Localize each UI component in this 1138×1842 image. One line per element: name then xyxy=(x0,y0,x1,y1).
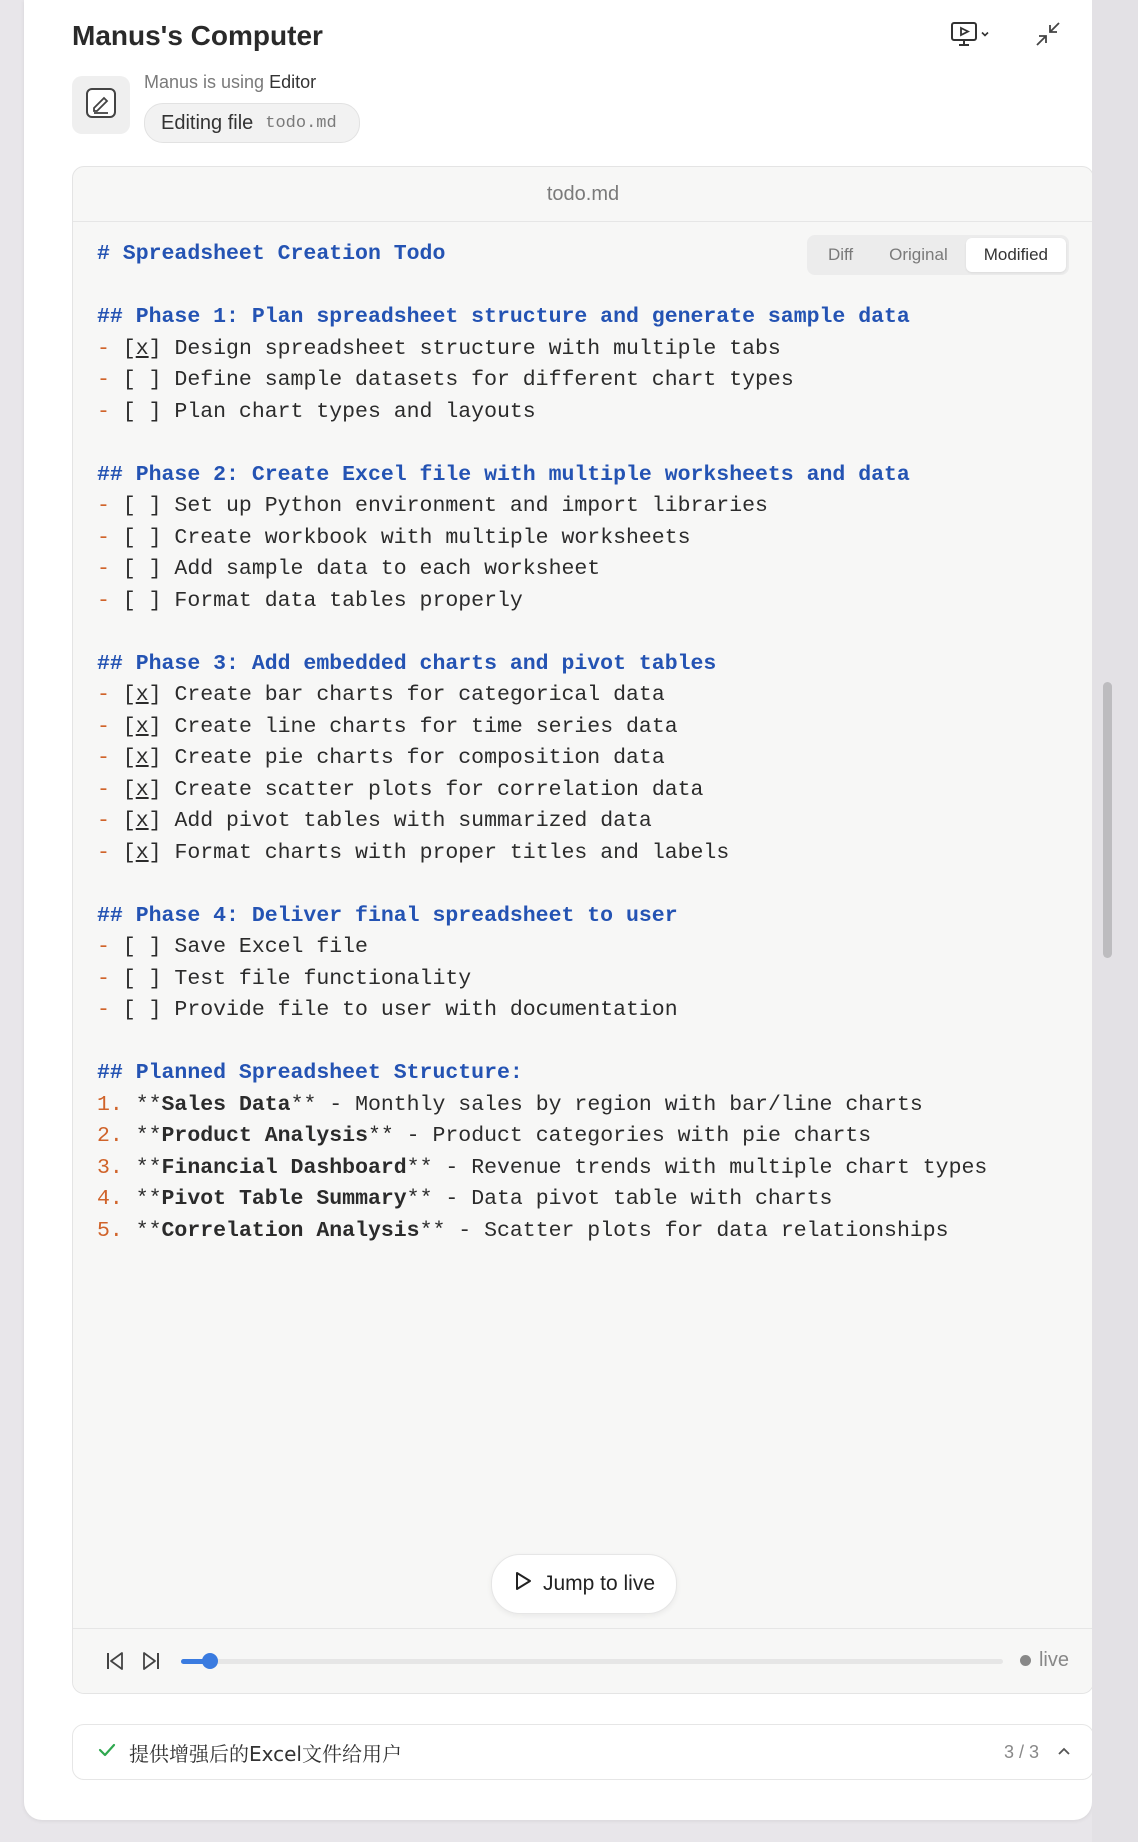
jump-to-live-label: Jump to live xyxy=(542,1572,656,1595)
tool-status xyxy=(144,72,316,93)
blank-line xyxy=(97,617,1069,649)
task-item: - [x] Create line charts for time series data xyxy=(97,714,678,739)
computer-panel xyxy=(24,0,1092,1820)
task-item: - [ ] Format data tables properly xyxy=(97,588,523,613)
task-item: - [ ] Create workbook with multiple worksheets xyxy=(97,525,691,550)
task-item: - [ ] Provide file to user with documentation xyxy=(97,998,678,1022)
task-count: 3 / 3 xyxy=(1003,1741,1039,1762)
task-item: - [ ] Define sample datasets for different chart types xyxy=(97,368,794,392)
minimize-button[interactable] xyxy=(1032,20,1064,52)
structure-item: 3. **Financial Dashboard** - Revenue trends with multiple chart types xyxy=(97,1155,988,1180)
phase-heading: ## Phase 3: Add embedded charts and pivot tables xyxy=(97,651,717,676)
task-item: - [x] Create scatter plots for correlation data xyxy=(97,777,704,802)
tool-status-prefix: Manus is using xyxy=(144,72,265,92)
structure-item: 4. **Pivot Table Summary** - Data pivot table with charts xyxy=(97,1187,833,1211)
editor-tool-icon-box xyxy=(72,76,130,134)
doc-title: # Spreadsheet Creation Todo xyxy=(97,242,446,266)
current-task-bar[interactable] xyxy=(72,1724,1094,1780)
task-text: 提供增强后的Excel文件给用户 xyxy=(129,1741,402,1766)
collapse-arrows-icon xyxy=(1034,20,1062,53)
task-item: - [ ] Test file functionality xyxy=(97,966,472,991)
skip-forward-icon[interactable] xyxy=(139,1649,163,1673)
view-mode-modified[interactable]: Modified xyxy=(966,238,1066,272)
monitor-play-icon xyxy=(949,19,979,54)
structure-heading: ## Planned Spreadsheet Structure: xyxy=(97,1061,523,1085)
live-indicator[interactable] xyxy=(1020,1649,1069,1672)
live-dot-icon xyxy=(1020,1655,1031,1666)
progress-handle[interactable] xyxy=(202,1653,218,1669)
task-item: - [ ] Set up Python environment and import libraries xyxy=(97,494,768,518)
task-item: - [ ] Save Excel file xyxy=(97,935,368,959)
view-mode-diff[interactable]: Diff xyxy=(827,245,854,264)
task-item: - [ ] Plan chart types and layouts xyxy=(97,399,536,424)
task-item: - [x] Create pie charts for composition data xyxy=(97,746,665,770)
file-action-pill xyxy=(144,103,360,143)
task-item: - [x] Format charts with proper titles and labels xyxy=(97,840,730,865)
progress-track[interactable] xyxy=(181,1659,1003,1664)
markdown-content[interactable] xyxy=(97,239,1069,1247)
background-gutter xyxy=(1092,0,1138,1842)
task-item: - [ ] Add sample data to each worksheet xyxy=(97,557,601,581)
panel-title: Manus's Computer xyxy=(72,20,323,51)
blank-line xyxy=(97,1027,1069,1059)
editor-window xyxy=(72,166,1094,1694)
jump-to-live-button[interactable] xyxy=(491,1554,677,1614)
file-name: todo.md xyxy=(265,113,337,133)
blank-line xyxy=(97,428,1069,460)
editor-file-tab: todo.md xyxy=(73,167,1093,222)
blank-line xyxy=(97,271,1069,303)
tool-name: Editor xyxy=(269,72,317,92)
phase-heading: ## Phase 4: Deliver final spreadsheet to user xyxy=(97,903,678,928)
skip-back-icon[interactable] xyxy=(103,1649,127,1673)
task-item: - [x] Design spreadsheet structure with multiple tabs xyxy=(97,336,781,361)
live-label: live xyxy=(1038,1649,1069,1671)
view-mode-original[interactable]: Original xyxy=(889,245,948,264)
phase-heading: ## Phase 1: Plan spreadsheet structure and generate sample data xyxy=(97,305,910,329)
phase-heading: ## Phase 2: Create Excel file with multiple worksheets and data xyxy=(97,462,910,487)
chevron-up-icon[interactable] xyxy=(1055,1743,1073,1766)
scrollbar-thumb[interactable] xyxy=(1103,682,1112,958)
structure-item: 1. **Sales Data** - Monthly sales by region with bar/line charts xyxy=(97,1092,923,1117)
task-item: - [x] Add pivot tables with summarized data xyxy=(97,809,652,833)
structure-item: 5. **Correlation Analysis** - Scatter plots for data relationships xyxy=(97,1218,949,1243)
task-item: - [x] Create bar charts for categorical data xyxy=(97,683,665,707)
playback-bar xyxy=(73,1628,1093,1694)
check-icon xyxy=(97,1740,117,1765)
edit-icon xyxy=(84,86,118,125)
play-icon xyxy=(513,1570,533,1598)
structure-item: 2. **Product Analysis** - Product categories with pie charts xyxy=(97,1124,872,1148)
chevron-down-icon xyxy=(979,27,991,45)
blank-line xyxy=(97,869,1069,901)
screen-view-button[interactable] xyxy=(944,20,996,52)
file-action-label: Editing file xyxy=(161,111,254,134)
